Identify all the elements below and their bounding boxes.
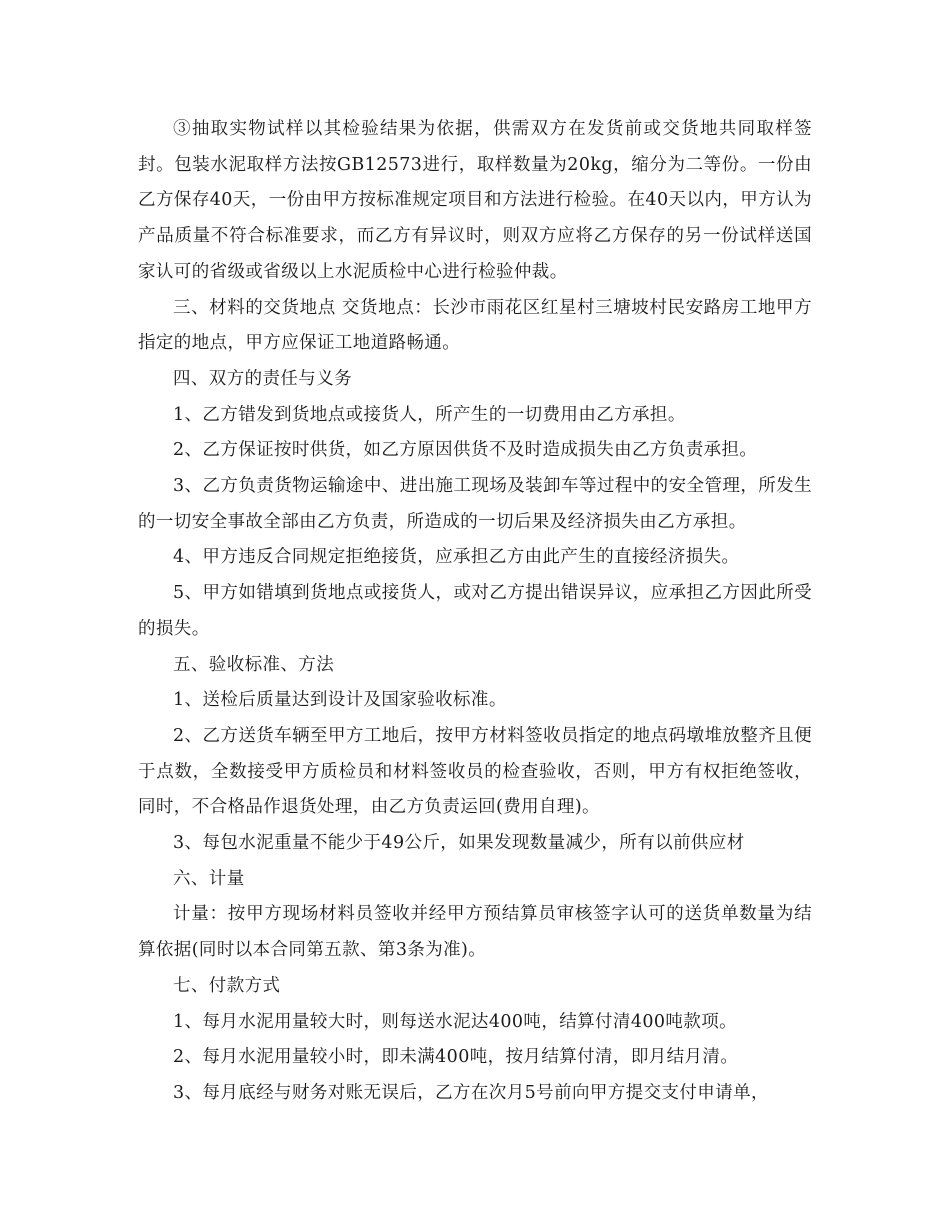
section-heading-responsibilities: 四、双方的责任与义务 (173, 368, 352, 389)
section-heading-acceptance: 五、验收标准、方法 (173, 654, 335, 675)
paragraph-payment-2: 2、每月水泥用量较小时，即未满400吨，按月结算付清，即月结月清。 (173, 1047, 739, 1068)
paragraph-sampling-method: ③抽取实物试样以其检验结果为依据，供需双方在发货前或交货地共同取样签封。包装水泥取样方法按GB12573进行，取样数量为20kg，缩分为二等份。一份由乙方保存40天，一份由甲方按标准规定项目和方法进行检验。在40天以内，甲方认为产品质量不符合标准要求，而乙方有异议时，则双方应将乙方保存的另一份试样送国家认可的省级或省级以上水泥质检中心进行检验仲裁。 (138, 119, 812, 282)
paragraph-responsibility-5: 5、甲方如错填到货地点或接货人，或对乙方提出错误异议，应承担乙方因此所受的损失。 (138, 583, 812, 639)
section-heading-measurement: 六、计量 (173, 868, 245, 889)
paragraph-acceptance-2: 2、乙方送货车辆至甲方工地后，按甲方材料签收员指定的地点码墩堆放整齐且便于点数，全数接受甲方质检员和材料签收员的检查验收，否则，甲方有权拒绝签收，同时，不合格品作退货处理，由乙方负责运回(费用自理)。 (138, 725, 812, 818)
paragraph-measurement: 计量：按甲方现场材料员签收并经甲方预结算员审核签字认可的送货单数量为结算依据(同时以本合同第五款、第3条为准)。 (138, 904, 812, 961)
paragraph-payment-1: 1、每月水泥用量较大时，则每送水泥达400吨，结算付清400吨款项。 (173, 1011, 738, 1032)
paragraph-payment-3: 3、每月底经与财务对账无误后，乙方在次月5号前向甲方提交支付申请单， (173, 1082, 769, 1103)
paragraph-delivery-location: 三、材料的交货地点 交货地点：长沙市雨花区红星村三塘坡村民安路房工地甲方指定的地点，甲方应保证工地道路畅通。 (138, 297, 812, 354)
paragraph-responsibility-2: 2、乙方保证按时供货，如乙方原因供货不及时造成损失由乙方负责承担。 (173, 440, 758, 461)
section-heading-payment: 七、付款方式 (173, 975, 281, 996)
paragraph-acceptance-3: 3、每包水泥重量不能少于49公斤，如果发现数量减少，所有以前供应材 (173, 833, 745, 854)
document-body (138, 112, 812, 1112)
paragraph-responsibility-1: 1、乙方错发到货地点或接货人，所产生的一切费用由乙方承担。 (173, 404, 686, 425)
paragraph-acceptance-1: 1、送检后质量达到设计及国家验收标准。 (173, 690, 507, 711)
paragraph-responsibility-3: 3、乙方负责货物运输途中、进出施工现场及装卸车等过程中的安全管理，所发生的一切安全事故全部由乙方负责，所造成的一切后果及经济损失由乙方承担。 (138, 476, 812, 532)
paragraph-responsibility-4: 4、甲方违反合同规定拒绝接货，应承担乙方由此产生的直接经济损失。 (173, 547, 740, 568)
